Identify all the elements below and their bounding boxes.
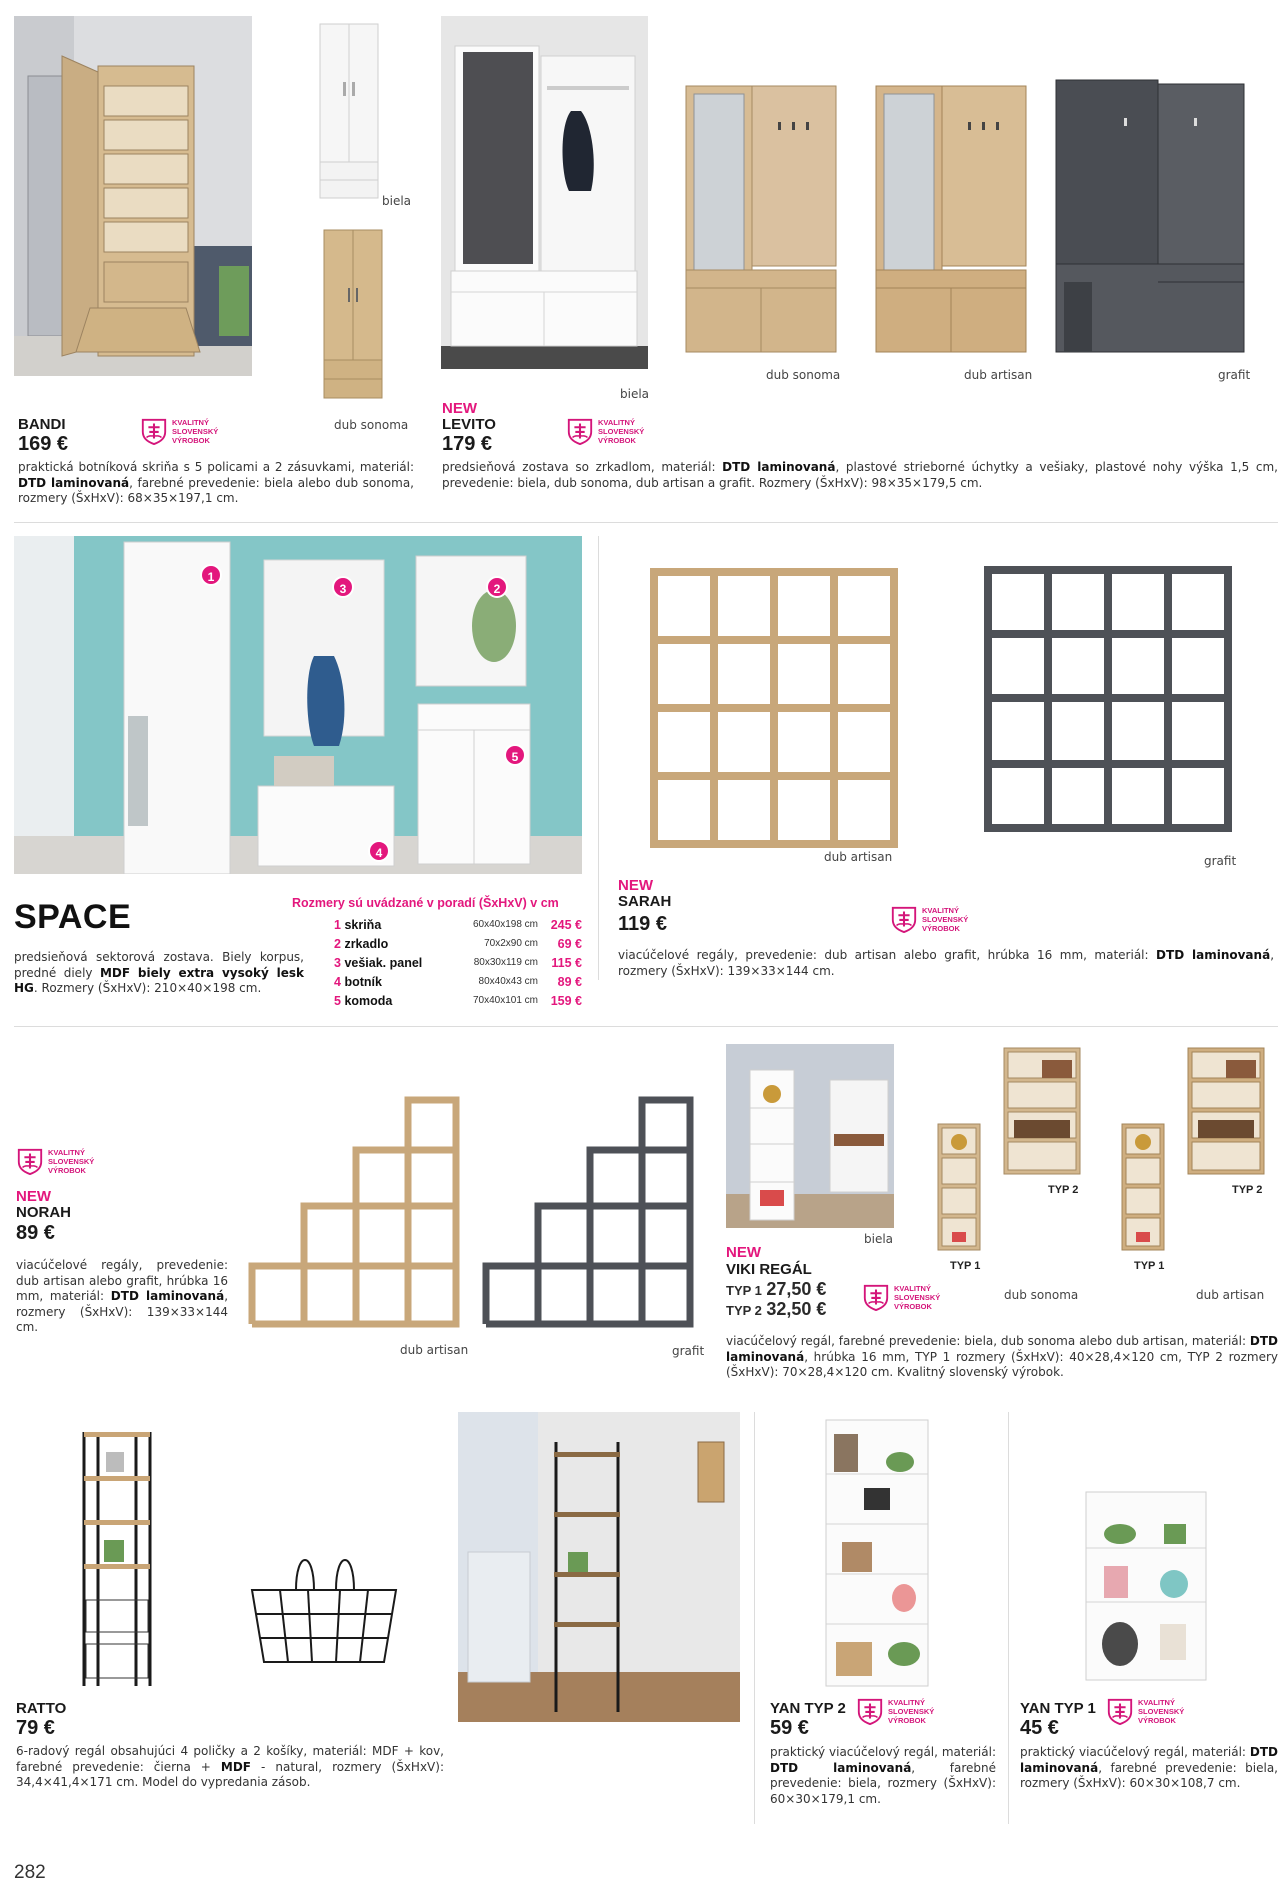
levito-grafit-photo: [1054, 78, 1246, 354]
viki-sonoma-typ2-tag: TYP 2: [1048, 1184, 1079, 1196]
levito-artisan-photo: [874, 82, 1028, 356]
sarah-name: SARAH: [618, 893, 672, 910]
space-item-row: 4 botník 80x40x43 cm 89 €: [334, 975, 582, 989]
norah-description: viacúčelové regály, prevedenie: dub artisan alebo grafit, hrúbka 16 mm, materiál: DTD laminovaná, rozmery (ŠxHxV): 139×33×144 cm.: [16, 1258, 229, 1334]
sarah-grafit-photo: [984, 566, 1232, 832]
marker-2: 2: [486, 576, 508, 598]
space-item-row: 2 zrkadlo 70x2x90 cm 69 €: [334, 937, 582, 951]
levito-white-photo: [441, 16, 648, 369]
bandi-oak-label: dub sonoma: [334, 418, 409, 432]
ratto-shelf-photo: [78, 1428, 156, 1690]
viki-artisan-typ1-photo: [1120, 1122, 1166, 1252]
norah-price: 89 €: [16, 1222, 55, 1244]
divider: [1008, 1412, 1009, 1824]
bandi-white-photo: [318, 22, 380, 200]
yan2-price: 59 €: [770, 1717, 809, 1739]
divider: [754, 1412, 755, 1824]
ratto-description: 6-radový regál obsahujúci 4 poličky a 2 košíky, materiál: MDF + kov, farebné prevedenie: čierna + MDF - natural, rozmery (ŠxHxV): 34,4×41,4×171 cm. Model do vypredania zásob.: [16, 1744, 444, 1789]
space-item-row: 1 skriňa 60x40x198 cm 245 €: [334, 918, 582, 932]
viki-sonoma-typ2-photo: [1002, 1046, 1082, 1176]
norah-artisan-photo: [248, 1096, 460, 1328]
bandi-name: BANDI: [18, 416, 66, 433]
viki-new: NEW: [726, 1244, 761, 1261]
space-title: SPACE: [14, 898, 132, 936]
space-item-row: 3 vešiak. panel 80x30x119 cm 115 €: [334, 956, 582, 970]
sarah-new: NEW: [618, 877, 653, 894]
viki-typ2-price: TYP 2 32,50 €: [726, 1299, 827, 1319]
viki-name: VIKI REGÁL: [726, 1261, 812, 1278]
yan2-name: YAN TYP 2: [770, 1700, 846, 1717]
ratto-name: RATTO: [16, 1700, 67, 1717]
divider: [598, 536, 599, 980]
marker-5: 5: [504, 744, 526, 766]
quality-badge: KVALITNÝ SLOVENSKÝ VÝROBOK: [856, 1696, 948, 1728]
sarah-grafit-label: grafit: [1204, 854, 1237, 868]
quality-badge: KVALITNÝ SLOVENSKÝ VÝROBOK: [566, 416, 658, 448]
norah-grafit-label: grafit: [672, 1344, 705, 1358]
norah-artisan-label: dub artisan: [400, 1343, 469, 1357]
bandi-room-photo: [14, 16, 252, 376]
slovak-quality-icon: [890, 904, 918, 934]
page-number: 282: [14, 1862, 46, 1883]
levito-sonoma-label: dub sonoma: [766, 368, 841, 382]
quality-badge: KVALITNÝ SLOVENSKÝ VÝROBOK: [140, 416, 232, 448]
sarah-artisan-photo: [650, 568, 898, 848]
slovak-quality-icon: [140, 416, 168, 446]
slovak-quality-icon: [566, 416, 594, 446]
viki-white-photo: [726, 1044, 894, 1228]
bandi-description: praktická botníková skriňa s 5 policami a 2 zásuvkami, materiál: DTD laminovaná, farebné prevedenie: biela alebo dub sonoma, rozmery (ŠxHxV): 68×35×197,1 cm.: [18, 460, 415, 505]
levito-artisan-label: dub artisan: [964, 368, 1033, 382]
levito-description: predsieňová zostava so zrkadlom, materiál: DTD laminovaná, plastové strieborné úchytky a vešiaky, plastové nohy výška 1,5 cm, prevedenie: biela, dub sonoma, dub artisan a grafit. Rozmery (ŠxHxV): 98×35×179,5 cm.: [442, 460, 1278, 490]
viki-artisan-typ2-tag: TYP 2: [1232, 1184, 1263, 1196]
marker-1: 1: [200, 564, 222, 586]
levito-name: LEVITO: [442, 416, 496, 433]
ratto-room-photo: [458, 1412, 740, 1722]
levito-white-label: biela: [620, 387, 650, 401]
yan2-photo: [824, 1418, 930, 1688]
slovak-quality-icon: [862, 1282, 890, 1312]
yan2-description: praktický viacúčelový regál, materiál: DTD laminovaná, farebné prevedenie: biela, rozmery (ŠxHxV): 60×30×179,1 cm.: [770, 1745, 996, 1806]
viki-sonoma-label: dub sonoma: [1004, 1288, 1079, 1302]
viki-sonoma-typ1-tag: TYP 1: [950, 1260, 981, 1272]
viki-description: viacúčelový regál, farebné prevedenie: biela, dub sonoma alebo dub artisan, materiál: DTD laminovaná, hrúbka 16 mm, TYP 1 rozmery (ŠxHxV): 40×28,4×120 cm, TYP 2 rozmery (ŠxHxV): 70×28,4×120 cm. Kvalitný slovenský výrobok.: [726, 1334, 1278, 1379]
viki-artisan-typ1-tag: TYP 1: [1134, 1260, 1165, 1272]
yan1-photo: [1084, 1490, 1208, 1682]
levito-price: 179 €: [442, 433, 493, 455]
ratto-price: 79 €: [16, 1717, 55, 1739]
quality-badge: KVALITNÝ SLOVENSKÝ VÝROBOK: [1106, 1696, 1198, 1728]
space-description: predsieňová sektorová zostava. Biely korpus, predné diely MDF biely extra vysoký lesk HG. Rozmery (ŠxHxV): 210×40×198 cm.: [14, 950, 304, 995]
levito-grafit-label: grafit: [1218, 368, 1251, 382]
viki-sonoma-typ1-photo: [936, 1122, 982, 1252]
yan1-price: 45 €: [1020, 1717, 1059, 1739]
space-item-row: 5 komoda 70x40x101 cm 159 €: [334, 994, 582, 1008]
sarah-description: viacúčelové regály, prevedenie: dub artisan alebo grafit, hrúbka 16 mm, materiál: DTD laminovaná, rozmery (ŠxHxV): 139×33×144 cm.: [618, 948, 1275, 978]
slovak-quality-icon: [16, 1146, 44, 1176]
dimensions-heading: Rozmery sú uvádzané v poradí (ŠxHxV) v cm: [292, 896, 559, 910]
norah-name: NORAH: [16, 1204, 71, 1221]
yan1-name: YAN TYP 1: [1020, 1700, 1096, 1717]
marker-3: 3: [332, 576, 354, 598]
levito-sonoma-photo: [684, 82, 838, 356]
sarah-price: 119 €: [618, 913, 667, 935]
divider: [14, 1026, 1278, 1027]
ratto-basket-photo: [244, 1544, 404, 1668]
marker-4: 4: [368, 840, 390, 862]
quality-badge: KVALITNÝ SLOVENSKÝ VÝROBOK: [890, 904, 982, 936]
viki-artisan-typ2-photo: [1186, 1046, 1266, 1176]
viki-artisan-label: dub artisan: [1196, 1288, 1265, 1302]
bandi-white-label: biela: [382, 194, 412, 208]
norah-grafit-photo: [482, 1096, 694, 1328]
slovak-quality-icon: [856, 1696, 884, 1726]
bandi-oak-photo: [322, 228, 384, 400]
bandi-price: 169 €: [18, 433, 69, 455]
quality-badge: KVALITNÝ SLOVENSKÝ VÝROBOK: [16, 1146, 108, 1178]
yan1-description: praktický viacúčelový regál, materiál: DTD laminovaná, farebné prevedenie: biela, rozmery (ŠxHxV): 60×30×108,7 cm.: [1020, 1745, 1278, 1790]
viki-typ1-price: TYP 1 27,50 €: [726, 1279, 827, 1299]
sarah-artisan-label: dub artisan: [824, 850, 893, 864]
slovak-quality-icon: [1106, 1696, 1134, 1726]
levito-new: NEW: [442, 400, 477, 417]
quality-badge: KVALITNÝ SLOVENSKÝ VÝROBOK: [862, 1282, 954, 1314]
divider: [14, 522, 1278, 523]
norah-new: NEW: [16, 1188, 51, 1205]
viki-white-label: biela: [864, 1232, 894, 1246]
